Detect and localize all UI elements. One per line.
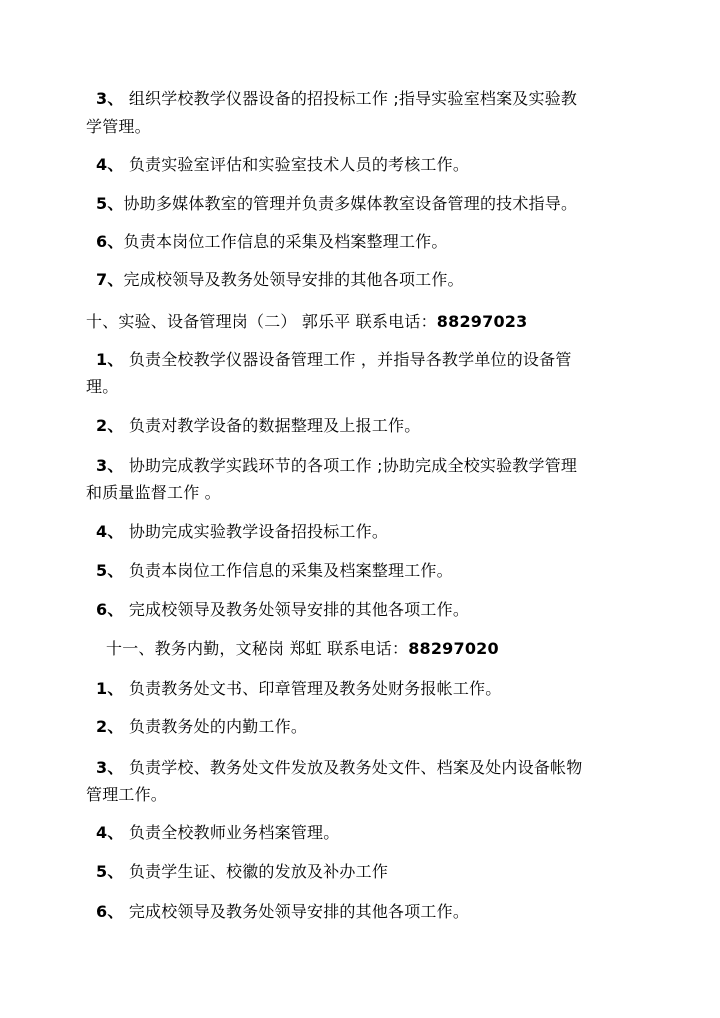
- item-number: 3、: [96, 758, 124, 777]
- text-line: [86, 561, 656, 581]
- phone-number: 88297023: [436, 312, 528, 331]
- line-text: 负责教务处文书、印章管理及教务处财务报帐工作。: [123, 679, 502, 698]
- text-line: [86, 862, 656, 882]
- line-text: 协助完成实验教学设备招投标工作。: [123, 522, 389, 541]
- line-text: 负责全校教学仪器设备管理工作 ，并指导各教学单位的设备管: [123, 350, 572, 369]
- item-number: 2、: [96, 717, 124, 736]
- item-number: 5、: [96, 862, 124, 881]
- line-text: 完成校领导及教务处领导安排的其他各项工作。: [123, 270, 464, 289]
- line-text: 和质量监督工作 。: [86, 483, 221, 502]
- text-line: [86, 522, 656, 542]
- line-text: 负责全校教师业务档案管理。: [123, 823, 340, 842]
- line-text: 学管理。: [86, 117, 151, 136]
- line-text: 负责实验室评估和实验室技术人员的考核工作。: [123, 155, 470, 174]
- heading-text: 十一、教务内勤，文秘岗 郑虹 联系电话：: [106, 639, 409, 658]
- line-text: 组织学校教学仪器设备的招投标工作 ;指导实验室档案及实验教: [123, 89, 578, 108]
- heading-text: 十、实验、设备管理岗（二） 郭乐平 联系电话：: [86, 312, 437, 331]
- item-number: 6、: [96, 600, 124, 619]
- item-number: 6、: [96, 232, 124, 251]
- text-line: [86, 758, 656, 778]
- text-line: [86, 89, 656, 109]
- line-text: 协助完成教学实践环节的各项工作 ;协助完成全校实验教学管理: [123, 456, 578, 475]
- item-number: 7、: [96, 270, 124, 289]
- text-line: [86, 270, 656, 290]
- line-text: 完成校领导及教务处领导安排的其他各项工作。: [123, 902, 470, 921]
- item-number: 4、: [96, 155, 124, 174]
- line-text: 负责对教学设备的数据整理及上报工作。: [123, 416, 421, 435]
- item-number: 3、: [96, 456, 124, 475]
- item-number: 4、: [96, 823, 124, 842]
- text-line: [86, 456, 656, 476]
- text-line: [86, 785, 646, 805]
- item-number: 6、: [96, 902, 124, 921]
- item-number: 5、: [96, 561, 124, 580]
- text-line: [86, 377, 646, 397]
- item-number: 1、: [96, 350, 124, 369]
- text-line: [86, 117, 646, 137]
- text-line: [86, 902, 656, 922]
- item-number: 4、: [96, 522, 124, 541]
- item-number: 5、: [96, 194, 124, 213]
- text-line: [86, 717, 656, 737]
- line-text: 理。: [86, 377, 119, 396]
- text-line: [86, 232, 656, 252]
- text-line: [86, 350, 656, 370]
- line-text: 负责学生证、校徽的发放及补办工作: [123, 862, 389, 881]
- line-text: 管理工作。: [86, 785, 168, 804]
- phone-number: 88297020: [408, 639, 499, 658]
- line-text: 负责本岗位工作信息的采集及档案整理工作。: [123, 561, 453, 580]
- text-line: [86, 416, 656, 436]
- line-text: 完成校领导及教务处领导安排的其他各项工作。: [123, 600, 470, 619]
- text-line: [86, 600, 656, 620]
- text-line: [86, 679, 656, 699]
- line-text: 负责学校、教务处文件发放及教务处文件、档案及处内设备帐物: [123, 758, 583, 777]
- line-text: 负责教务处的内勤工作。: [123, 717, 308, 736]
- text-line: [86, 823, 656, 843]
- item-number: 2、: [96, 416, 124, 435]
- section-heading: [86, 639, 666, 659]
- text-line: [86, 155, 656, 175]
- item-number: 1、: [96, 679, 124, 698]
- text-line: [86, 194, 656, 214]
- line-text: 协助多媒体教室的管理并负责多媒体教室设备管理的技术指导。: [123, 194, 578, 213]
- text-line: [86, 483, 646, 503]
- item-number: 3、: [96, 89, 124, 108]
- line-text: 负责本岗位工作信息的采集及档案整理工作。: [123, 232, 448, 251]
- section-heading: [86, 312, 646, 332]
